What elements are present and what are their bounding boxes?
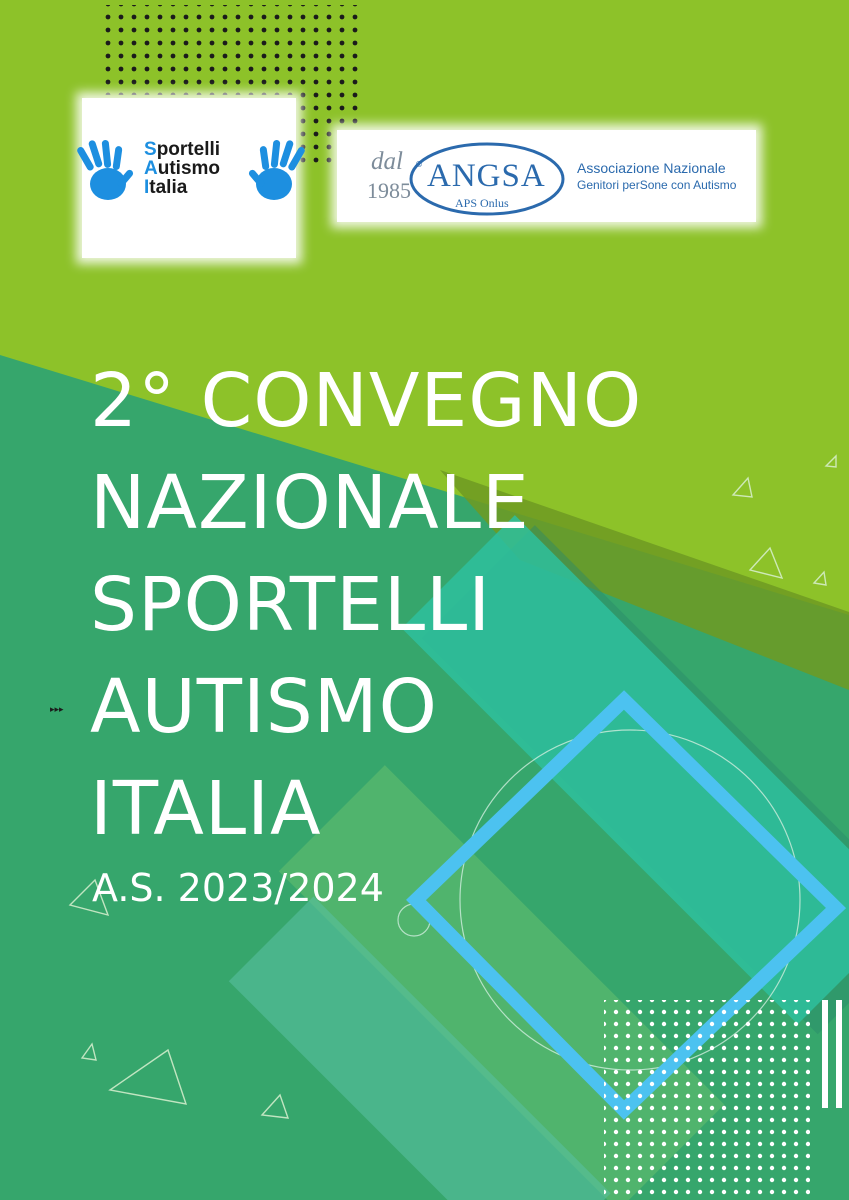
angsa-name: ANGSA [427, 158, 546, 194]
white-bar-1 [822, 1000, 828, 1108]
angsa-year: 1985 [367, 178, 411, 203]
angsa-registered-mark: ® [415, 160, 423, 169]
arrow-bullets-icon: ▸▸▸ [50, 705, 64, 715]
angsa-assoc-line1: Associazione Nazionale [577, 160, 726, 176]
angsa-aps-onlus: APS Onlus [455, 196, 509, 210]
event-title [90, 350, 642, 860]
title-line-5: ITALIA [90, 766, 322, 852]
right-hand-icon [246, 140, 306, 206]
title-line-4: AUTISMO [90, 664, 438, 750]
white-bar-2 [836, 1000, 842, 1108]
angsa-logo [337, 130, 756, 222]
sportelli-autismo-italia-logo [82, 98, 296, 258]
title-line-2: NAZIONALE [90, 460, 530, 546]
sai-line1: portelli [156, 139, 221, 160]
title-line-1: 2° CONVEGNO [90, 358, 643, 444]
left-hand-icon [76, 140, 136, 206]
sai-logo-text: Sportelli Autismo Italia [144, 139, 221, 198]
sai-line2: utismo [157, 158, 221, 179]
sai-line3: talia [149, 177, 188, 198]
angsa-assoc-line2: Genitori perSone con Autismo [577, 178, 737, 192]
angsa-dal: dal [371, 148, 403, 175]
white-dots [604, 1000, 810, 1200]
school-year: A.S. 2023/2024 [92, 866, 384, 910]
title-line-3: SPORTELLI [90, 562, 492, 648]
